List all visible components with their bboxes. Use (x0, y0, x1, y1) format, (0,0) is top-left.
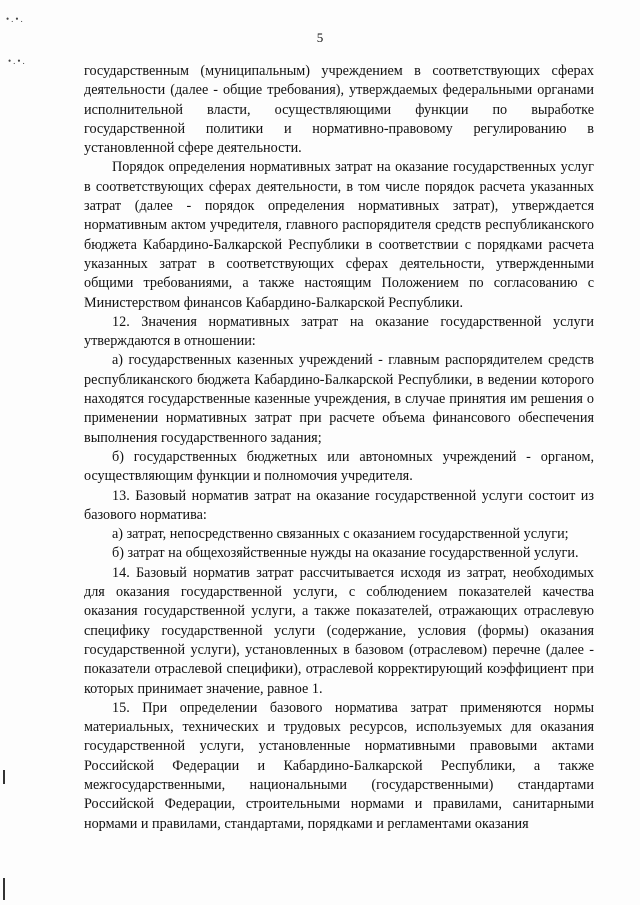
scan-artifact-left-bar (3, 770, 5, 784)
page-number: 5 (316, 30, 324, 45)
scan-artifact-top-2: •.•. (8, 56, 27, 66)
paragraph-order: Порядок определения нормативных затрат на оказание государственных услуг в соответствующих сферах деятельности, в том числе порядок расчета указанных затрат (далее - порядок определения нормативных затрат), утверждается нормативным актом учредителя, главного распорядителя средств республиканского бюджета Кабардино-Балкарской Республики в соответствии с порядками расчета указанных затрат в соответствующих сферах деятельности, утвержденными общими требованиями, а также настоящим Положением по согласованию с Министерством финансов Кабардино-Балкарской Республики. (84, 159, 594, 311)
paragraph-13: 13. Базовый норматив затрат на оказание государственной услуги состоит из базового норматива: (84, 487, 594, 523)
paragraph-13a: а) затрат, непосредственно связанных с оказанием государственной услуги; (112, 526, 569, 543)
scan-artifact-top: •.•. (6, 14, 25, 24)
paragraph-13b: б) затрат на общехозяйственные нужды на оказание государственной услуги. (112, 545, 579, 562)
paragraph-continuation: государственным (муниципальным) учреждением в соответствующих сферах деятельности (далее - общие требования), утверждаемых федеральными органами исполнительной власти, осуществляющими функции по выработке государственной политики и нормативно-правовому регулированию в установленной сфере деятельности. (84, 63, 594, 157)
paragraph-12: 12. Значения нормативных затрат на оказание государственной услуги утверждаются в отношении: (84, 313, 594, 350)
document-body (84, 62, 594, 834)
paragraph-12a: а) государственных казенных учреждений - главным распорядителем средств республиканского бюджета Кабардино-Балкарской Республики, в ведении которого находятся государственные казенные учреждения, в случае принятия им решения о применении нормативных затрат при расчете объема финансового обеспечения выполнения государственного задания; (84, 352, 594, 446)
paragraph-15: 15. При определении базового норматива затрат применяются нормы материальных, технических и трудовых ресурсов, используемых для оказания государственной услуги, установленные нормативными правовыми актами Российской Федерации и Кабардино-Балкарской Республики, а также межгосударственными, национальными (государственными) стандартами Российской Федерации, строительными нормами и правилами, санитарными нормами и правилами, стандартами, порядками и регламентами оказания (84, 699, 594, 832)
paragraph-14: 14. Базовый норматив затрат рассчитывается исходя из затрат, необходимых для оказания государственной услуги, с соблюдением показателей качества оказания государственной услуги, а также показателей, отражающих отраслевую специфику государственной услуги (содержание, условия (формы) оказания государственной услуги), установленных в базовом (отраслевом) перечне (далее - показатели отраслевой специфики), отраслевой корректирующий коэффициент при которых принимает значение, равное 1. (84, 564, 594, 697)
paragraph-12b: б) государственных бюджетных или автономных учреждений - органом, осуществляющим функции и полномочия учредителя. (84, 448, 594, 485)
scan-artifact-left-bar-2 (3, 878, 5, 900)
